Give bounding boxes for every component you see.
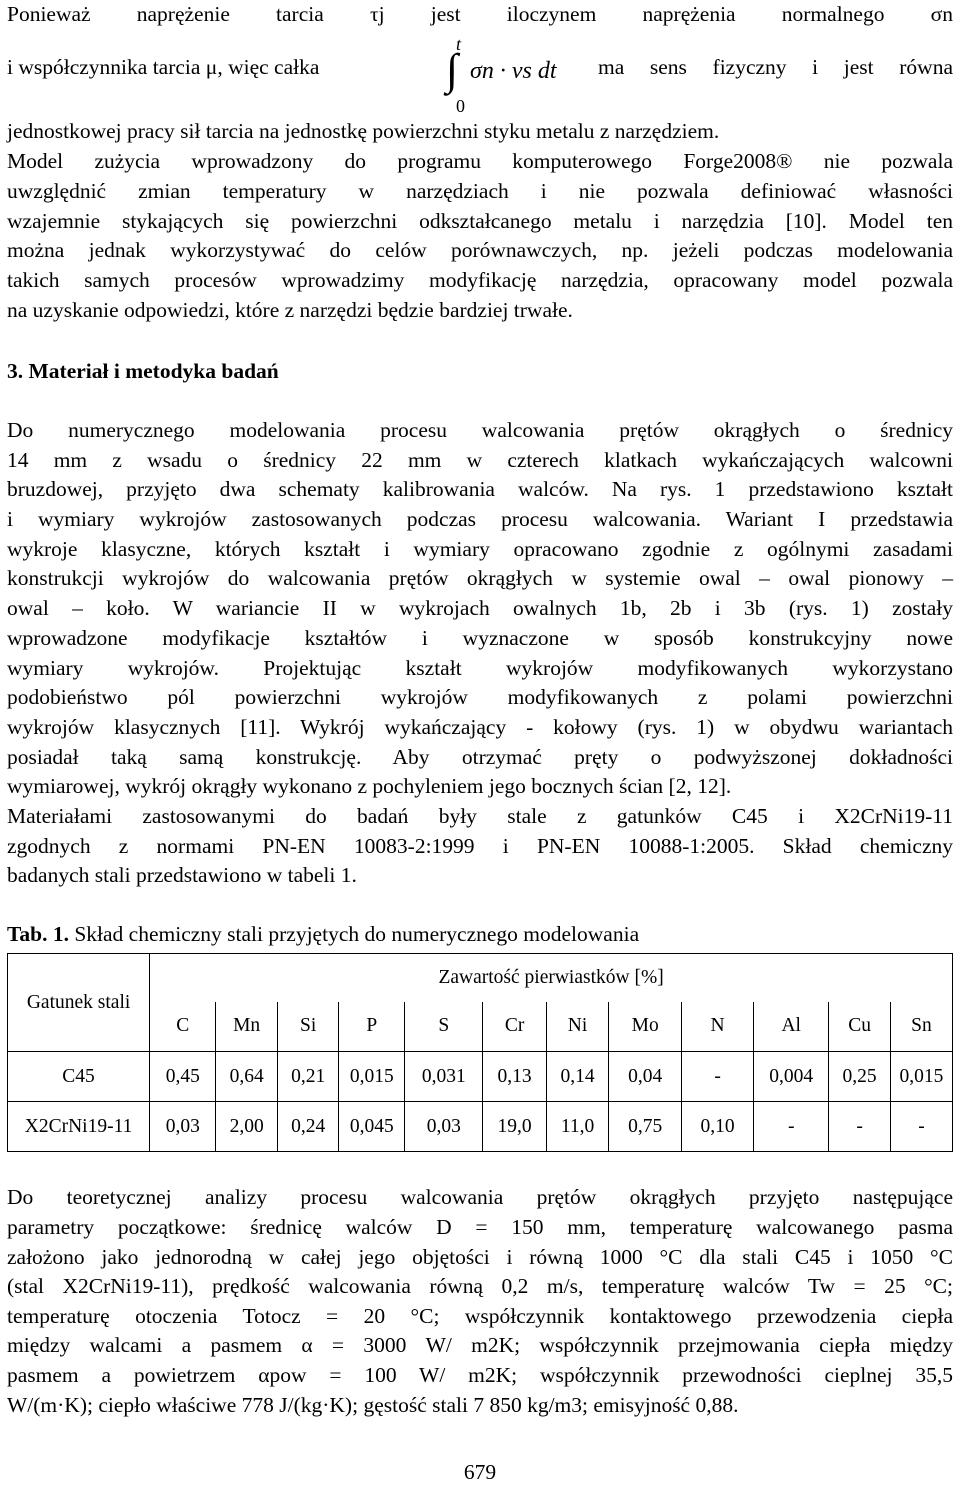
value-cell: 11,0 — [546, 1102, 608, 1152]
integral-upper-limit: t — [456, 34, 462, 54]
element-header: Mo — [609, 1002, 682, 1052]
p4-line-4: (stal X2CrNi19-11), prędkość walcowania równą 0,2 m/s, temperaturę walców Tw = 25 °C; — [7, 1274, 953, 1298]
p1-line-2a: i współczynnika tarcia μ, więc całka — [7, 55, 320, 79]
value-cell: - — [754, 1102, 829, 1152]
element-header: Al — [754, 1002, 829, 1052]
value-cell: 0,004 — [754, 1052, 829, 1102]
element-header: Si — [277, 1002, 339, 1052]
p3-line-2: zgodnych z normami PN-EN 10083-2:1999 i PN-EN 10088-1:2005. Skład chemiczny — [7, 834, 953, 858]
p2-line-7: owal – koło. W wariancie II w wykrojach owalnych 1b, 2b i 3b (rys. 1) zostały — [7, 596, 953, 620]
value-cell: 0,04 — [609, 1052, 682, 1102]
value-cell: 0,03 — [150, 1102, 216, 1152]
p1-line-4: Model zużycia wprowadzony do programu komputerowego Forge2008® nie pozwala — [7, 149, 953, 173]
p2-line-4: i wymiary wykrojów zastosowanych podczas procesu walcowania. Wariant I przedstawia — [7, 507, 953, 531]
p1-line-8: takich samych procesów wprowadzimy modyfikację narzędzia, opracowany model pozwala — [7, 268, 953, 292]
element-header: P — [339, 1002, 405, 1052]
table-row — [8, 1052, 953, 1102]
value-cell: 2,00 — [216, 1102, 278, 1152]
value-cell: 0,24 — [277, 1102, 339, 1152]
element-header: Cu — [829, 1002, 891, 1052]
p2-line-11: wykrojów klasycznych [11]. Wykrój wykańczający - kołowy (rys. 1) w obydwu wariantach — [7, 715, 953, 739]
page-number: 679 — [463, 1460, 497, 1484]
value-cell: 0,45 — [150, 1052, 216, 1102]
value-cell: 0,03 — [405, 1102, 483, 1152]
value-cell: 0,13 — [483, 1052, 546, 1102]
p2-line-13: wymiarowej, wykrój okrągły wykonano z pochyleniem jego bocznych ścian [2, 12]. — [7, 774, 732, 798]
p1-line-9: na uzyskanie odpowiedzi, które z narzędzi będzie bardziej trwałe. — [7, 298, 573, 322]
table-caption — [7, 920, 639, 948]
p2-line-9: wymiary wykrojów. Projektując kształt wykrojów modyfikowanych wykorzystano — [7, 656, 953, 680]
element-header: S — [405, 1002, 483, 1052]
value-cell: - — [890, 1102, 952, 1152]
grade-cell: X2CrNi19-11 — [8, 1102, 150, 1152]
p2-line-12: posiadał taką samą konstrukcję. Aby otrzymać pręty o podwyższonej dokładności — [7, 745, 953, 769]
p1-line-2b: ma sens fizyczny i jest równa — [598, 55, 953, 79]
element-header: N — [682, 1002, 754, 1052]
value-cell: 0,015 — [890, 1052, 952, 1102]
value-cell: 0,64 — [216, 1052, 278, 1102]
value-cell: 0,031 — [405, 1052, 483, 1102]
friction-integral — [446, 34, 594, 118]
p1-line-1: Ponieważ naprężenie tarcia τj jest iloczynem naprężenia normalnego σn — [7, 2, 953, 26]
section-heading: 3. Materiał i metodyka badań — [7, 359, 279, 383]
table-row — [8, 1102, 953, 1152]
p1-line-5: uwzględnić zmian temperatury w narzędziach i nie pozwala definiować własności — [7, 179, 953, 203]
p4-line-7: pasmem a powietrzem αpow = 100 W/ m2K; współczynnik przewodności cieplnej 35,5 — [7, 1363, 953, 1387]
table-caption-label: Tab. 1. — [7, 922, 69, 946]
p3-line-3: badanych stali przedstawiono w tabeli 1. — [7, 863, 357, 887]
p1-line-7: można jednak wykorzystywać do celów porównawczych, np. jeżeli podczas modelowania — [7, 238, 953, 262]
p3-line-1: Materiałami zastosowanymi do badań były stale z gatunków C45 i X2CrNi19-11 — [7, 804, 953, 828]
value-cell: 0,25 — [829, 1052, 891, 1102]
p4-line-3: założono jako jednorodną w całej jego objętości i równą 1000 °C dla stali C45 i 1050 °C — [7, 1245, 953, 1269]
p2-line-6: konstrukcji wykrojów do walcowania prętów okrągłych w systemie owal – owal pionowy – — [7, 566, 953, 590]
elements-group-header: Zawartość pierwiastków [%] — [150, 954, 953, 1002]
value-cell: 0,015 — [339, 1052, 405, 1102]
p4-line-1: Do teoretycznej analizy procesu walcowania prętów okrągłych przyjęto następujące — [7, 1185, 953, 1209]
value-cell: 0,21 — [277, 1052, 339, 1102]
p2-line-8: wprowadzone modyfikacje kształtów i wyznaczone w sposób konstrukcyjny nowe — [7, 626, 953, 650]
p2-line-3: bruzdowej, przyjęto dwa schematy kalibrowania walców. Na rys. 1 przedstawiono kształt — [7, 477, 953, 501]
element-header: Mn — [216, 1002, 278, 1052]
value-cell: 0,10 — [682, 1102, 754, 1152]
element-header: Sn — [890, 1002, 952, 1052]
value-cell: 0,045 — [339, 1102, 405, 1152]
element-header: C — [150, 1002, 216, 1052]
p4-line-5: temperaturę otoczenia Totocz = 20 °C; współczynnik kontaktowego przewodzenia ciepła — [7, 1304, 953, 1328]
table-caption-text: Skład chemiczny stali przyjętych do numerycznego modelowania — [74, 922, 640, 946]
grade-header: Gatunek stali — [8, 954, 150, 1052]
p1-line-6: wzajemnie stykających się powierzchni odkształcanego metalu i narzędzia [10]. Model ten — [7, 209, 953, 233]
p1-line-3: jednostkowej pracy sił tarcia na jednostkę powierzchni styku metalu z narzędziem. — [7, 119, 720, 143]
p2-line-1: Do numerycznego modelowania procesu walcowania prętów okrągłych o średnicy — [7, 418, 953, 442]
value-cell: - — [682, 1052, 754, 1102]
grade-cell: C45 — [8, 1052, 150, 1102]
integral-lower-limit: 0 — [456, 96, 465, 116]
element-header: Ni — [546, 1002, 608, 1052]
p2-line-2: 14 mm z wsadu o średnicy 22 mm w czterech klatkach wykańczających walcowni — [7, 448, 953, 472]
integral-symbol: ∫ — [446, 45, 459, 94]
p4-line-2: parametry początkowe: średnicę walców D = 150 mm, temperaturę walcowanego pasma — [7, 1215, 953, 1239]
p2-line-5: wykroje klasyczne, których kształt i wymiary opracowano zgodnie z ogólnymi zasadami — [7, 537, 953, 561]
value-cell: - — [829, 1102, 891, 1152]
p4-line-8: W/(m·K); ciepło właściwe 778 J/(kg·K); gęstość stali 7 850 kg/m3; emisyjność 0,88. — [7, 1393, 739, 1417]
value-cell: 0,14 — [546, 1052, 608, 1102]
value-cell: 19,0 — [483, 1102, 546, 1152]
p4-line-6: między walcami a pasmem α = 3000 W/ m2K; współczynnik przejmowania ciepła między — [7, 1333, 953, 1357]
element-header: Cr — [483, 1002, 546, 1052]
integral-body: σn · vs dt — [470, 58, 557, 84]
value-cell: 0,75 — [609, 1102, 682, 1152]
chemical-composition-table — [7, 953, 953, 1152]
p2-line-10: podobieństwo pól powierzchni wykrojów modyfikowanych z polami powierzchni — [7, 685, 953, 709]
